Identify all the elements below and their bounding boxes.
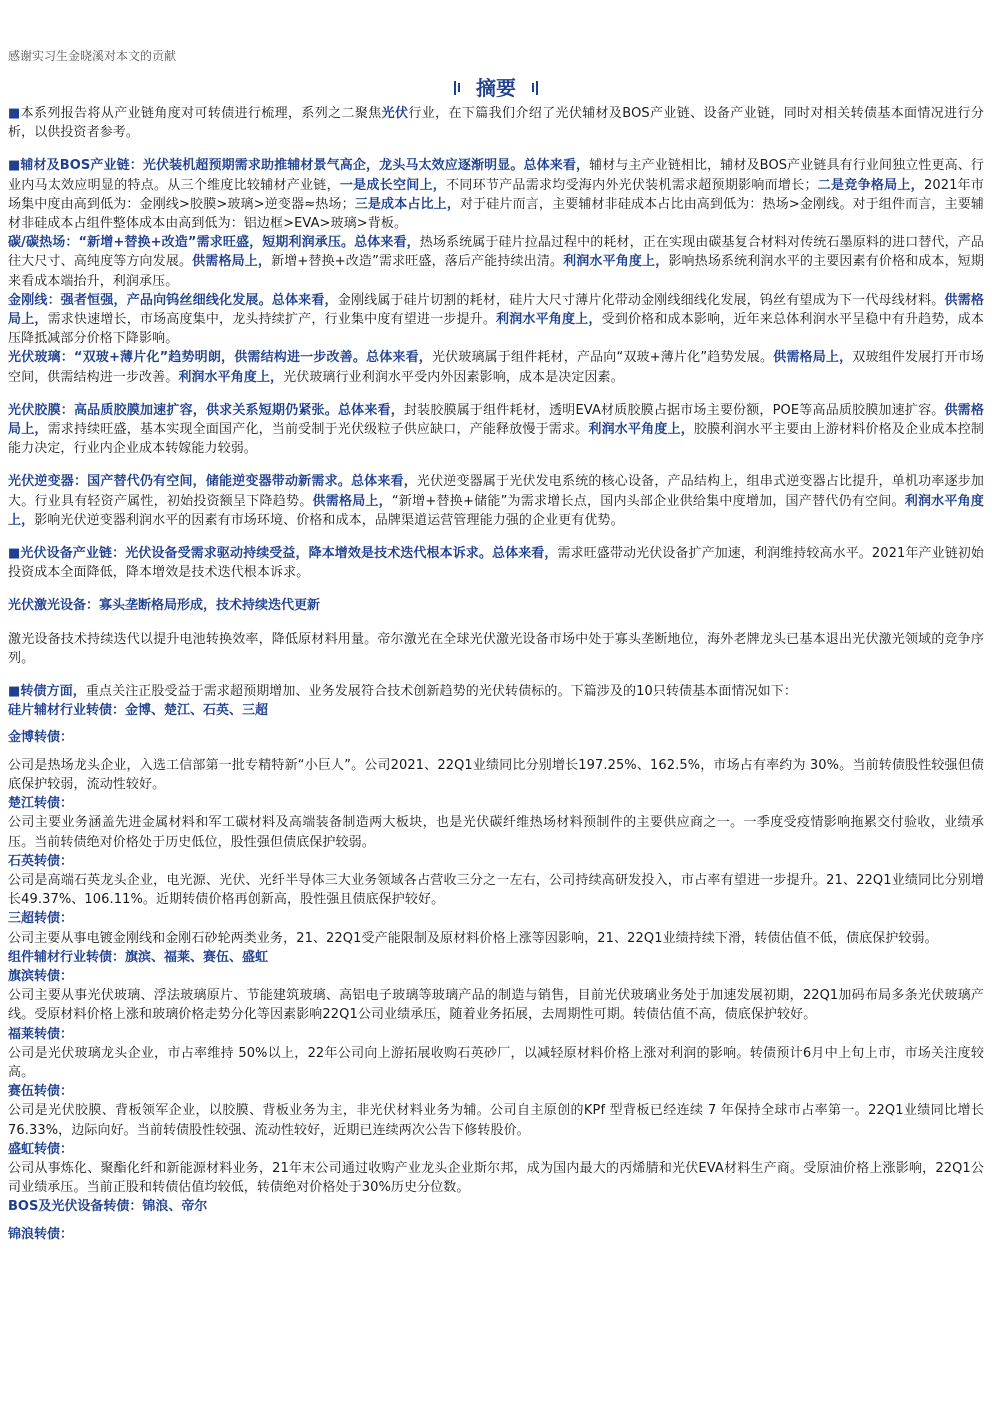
fulai-paragraph: 公司是光伏玻璃龙头企业，市占率维持 50%以上，22年公司向上游拓展收购石英砂厂，以减轻原材料价格上涨对利润的影响。转债预计6月中上旬上市，市场关注度较高。 — [8, 1045, 984, 1080]
pv-inverter-paragraph: 光伏逆变器：国产替代仍有空间，储能逆变器带动新需求。总体来看，光伏逆变器属于光伏发电系统的核心设备，产品结构上，组串式逆变器占比提升，单机功率逐步加大。行业具有轻资产属性，初始投资额呈下降趋势。供需格局上，“新增+替换+储能”为需求增长点，国内头部企业供给集中度增加，国产替代仍有空间。利润水平角度上，影响光伏逆变器利润水平的因素有市场环境、价格和成本，品牌渠道运营管理能力强的企业更有优势。 — [8, 474, 984, 528]
laser-heading: 光伏激光设备：寡头垄断格局形成，技术持续迭代更新 — [8, 598, 321, 614]
diamond-wire-paragraph: 金刚线：强者恒强，产品向钨丝细线化发展。总体来看，金刚线属于硅片切割的耗材，硅片大尺寸薄片化带动金刚线细线化发展，钨丝有望成为下一代母线材料。供需格局上，需求快速增长，市场高度集中，龙头持续扩产，行业集中度有望进一步提升。利润水平角度上，受到价格和成本影响，近年来总体利润水平呈稳中有升趋势，成本压降抵减部分价格下降影响。 — [8, 292, 984, 347]
square-bullet-icon: ■ — [8, 106, 21, 121]
thermal-field-paragraph: 碳/碳热场：“新增+替换+改造”需求旺盛，短期利润承压。总体来看，热场系统属于硅片拉晶过程中的耗材，正在实现由碳基复合材料对传统石墨原料的进口替代，产品往大尺寸、高纯度等方向发展。供需格局上，新增+替换+改造”需求旺盛，落后产能持续出清。利润水平角度上，影响热场系统利润水平的主要因素有价格和成本，短期来看成本端抬升，利润承压。 — [8, 235, 984, 289]
jinlang-heading: 锦浪转债： — [8, 1226, 74, 1242]
sanchao-paragraph: 公司主要从事电镀金刚线和金刚石砂轮两类业务，21、22Q1受产能限制及原材料价格上涨等因影响，21、22Q1业绩持续下滑，转债估值不低，债底保护较弱。 — [8, 930, 938, 946]
qibin-heading: 旗滨转债： — [8, 968, 74, 984]
acknowledgement: 感谢实习生金晓溪对本文的贡献 — [8, 49, 177, 63]
intro-paragraph: ■本系列报告将从产业链角度对可转债进行梳理，系列之二聚焦光伏行业，在下篇我们介绍了光伏辅材及BOS产业链、设备产业链，同时对相关转债基本面情况进行分析，以供投资者参考。 — [8, 106, 985, 141]
laser-paragraph: 激光设备技术持续迭代以提升电池转换效率，降低原材料用量。帝尔激光在全球光伏激光设备市场中处于寡头垄断地位，海外老牌龙头已基本退出光伏激光领域的竞争序列。 — [8, 631, 984, 666]
jinbo-paragraph: 公司是热场龙头企业，入选工信部第一批专精特新“小巨人”。公司2021、22Q1业绩同比分别增长197.25%、162.5%，市场占有率约为 30%。当前转债股性较强但债底保护较弱，流动性较好。 — [8, 757, 984, 792]
fulai-heading: 福莱转债： — [8, 1026, 74, 1042]
page-title: 摘要 — [476, 75, 516, 100]
pv-film-paragraph: 光伏胶膜：高品质胶膜加速扩容，供求关系短期仍紧张。总体来看，封装胶膜属于组件耗材，透明EVA材质胶膜占据市场主要份额，POE等高品质胶膜加速扩容。供需格局上，需求持续旺盛，基本实现全面国产化，当前受制于光伏级粒子供应缺口，产能释放慢于需求。利润水平角度上，胶膜利润水平主要由上游材料价格及企业成本控制能力决定，行业内企业成本转嫁能力较弱。 — [8, 402, 984, 457]
shiying-heading: 石英转债： — [8, 853, 74, 869]
wafer-bonds-heading: 硅片辅材行业转债：金博、楚江、石英、三超 — [8, 703, 269, 719]
module-bonds-heading: 组件辅材行业转债：旗滨、福莱、赛伍、盛虹 — [8, 949, 269, 965]
sanchao-heading: 三超转债： — [8, 911, 74, 927]
jinbo-heading: 金博转债： — [8, 730, 74, 746]
title-decoration-right — [536, 81, 538, 95]
report-page — [8, 48, 984, 1244]
shiying-paragraph: 公司是高端石英龙头企业，电光源、光伏、光纤半导体三大业务领域各占营收三分之一左右，公司持续高研发投入，市占率有望进一步提升。21、22Q1业绩同比分别增长49.37%、106.11%。近期转债价格再创新高，股性强且债底保护较好。 — [8, 872, 984, 908]
saiwu-paragraph: 公司是光伏胶膜、背板领军企业，以胶膜、背板业务为主，非光伏材料业务为辅。公司自主原创的KPf 型背板已经连续 7 年保持全球市占率第一。22Q1业绩同比增长76.33%，边际向好。当前转债股性较强、流动性较好，近期已连续两次公告下修转股价。 — [8, 1103, 984, 1138]
square-bullet-icon: ■ — [8, 546, 21, 562]
title-decoration-right-short — [532, 83, 534, 92]
shenghong-heading: 盛虹转债： — [8, 1141, 74, 1157]
square-bullet-icon: ■ — [8, 158, 21, 174]
summary-title-row — [8, 72, 984, 102]
chujiang-heading: 楚江转债： — [8, 796, 74, 812]
chujiang-paragraph: 公司主要业务涵盖先进金属材料和军工碳材料及高端装备制造两大板块，也是光伏碳纤维热场材料预制件的主要供应商之一。一季度受疫情影响拖累交付验收，业绩承压。当前转债绝对价格处于历史低位，股性强但债底保护较弱。 — [8, 815, 984, 850]
saiwu-heading: 赛伍转债： — [8, 1084, 74, 1100]
title-decoration-left — [454, 81, 456, 95]
shenghong-paragraph: 公司从事炼化、聚酯化纤和新能源材料业务，21年末公司通过收购产业龙头企业斯尔邦，成为国内最大的丙烯腈和光伏EVA材料生产商。受原油价格上涨影响，22Q1公司业绩承压。当前正股和转债估值均较低，转债绝对价格处于30%历史分位数。 — [8, 1160, 984, 1196]
bos-bonds-heading: BOS及光伏设备转债：锦浪、帝尔 — [8, 1199, 208, 1215]
qibin-paragraph: 公司主要从事光伏玻璃、浮法玻璃原片、节能建筑玻璃、高铝电子玻璃等玻璃产品的制造与销售，目前光伏玻璃业务处于加速发展初期，22Q1加码布局多条光伏玻璃产线。受原材料价格上涨和玻璃价格走势分化等因素影响22Q1公司业绩承压，随着业务拓展，去周期性可期。转债估值不高，债底保护较好。 — [8, 988, 984, 1023]
square-bullet-icon: ■ — [8, 684, 21, 700]
aux-bos-paragraph: ■辅材及BOS产业链：光伏装机超预期需求助推辅材景气高企，龙头马太效应逐渐明显。总体来看，辅材与主产业链相比，辅材及BOS产业链具有行业间独立性更高、行业内马太效应明显的特点。从三个维度比较辅材产业链，一是成长空间上，不同环节产品需求均受海内外光伏装机需求超预期影响而增长；二是竞争格局上，2021年市场集中度由高到低为：金刚线>胶膜>玻璃>逆变器≈热场；三是成本占比上，对于硅片而言，主要辅材非硅成本占比由高到低为：热场>金刚线。对于组件而言，主要辅材非硅成本占组件整体成本由高到低为：铝边框>EVA>玻璃>背板。 — [8, 158, 984, 232]
pv-glass-paragraph: 光伏玻璃：“双玻+薄片化”趋势明朗，供需结构进一步改善。总体来看，光伏玻璃属于组件耗材，产品向“双玻+薄片化”趋势发展。供需格局上，双玻组件发展打开市场空间，供需结构进一步改善。利润水平角度上，光伏玻璃行业利润水平受内外因素影响，成本是决定因素。 — [8, 350, 984, 385]
pv-equipment-paragraph: ■光伏设备产业链：光伏设备受需求驱动持续受益，降本增效是技术迭代根本诉求。总体来看，需求旺盛带动光伏设备扩产加速，利润维持较高水平。2021年产业链初始投资成本全面降低，降本增效是技术迭代根本诉求。 — [8, 546, 984, 581]
bonds-paragraph: ■转债方面，重点关注正股受益于需求超预期增加、业务发展符合技术创新趋势的光伏转债标的。下篇涉及的10只转债基本面情况如下： — [8, 684, 797, 700]
title-decoration-left-short — [458, 83, 460, 92]
